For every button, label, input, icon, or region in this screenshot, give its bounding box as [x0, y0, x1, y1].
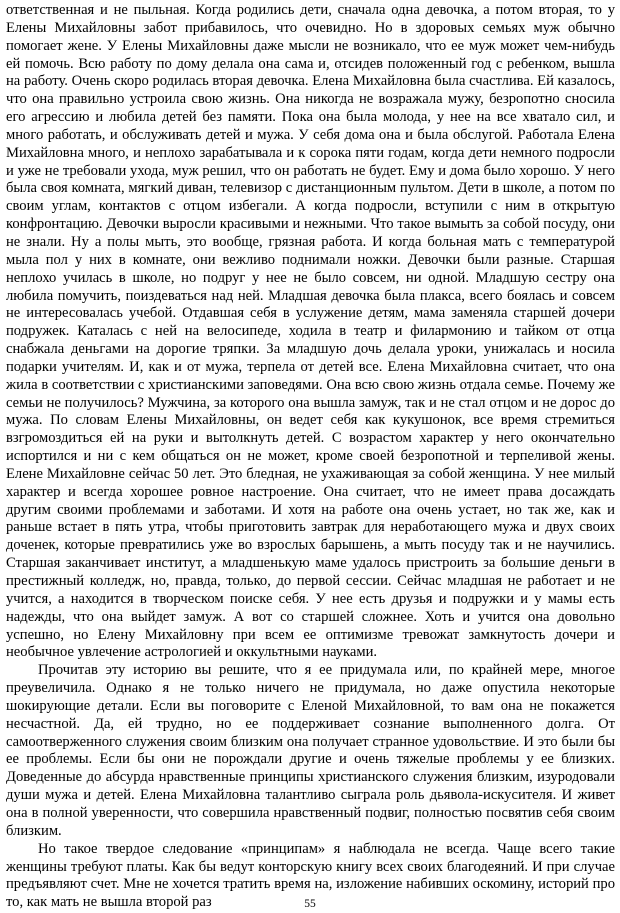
- page-number: 55: [304, 898, 316, 910]
- body-text: [6, 2, 615, 912]
- paragraph-2: Прочитав эту историю вы решите, что я ее придумала или, по крайней мере, многое преувеличила. Однако я не только ничего не придумала, но даже опустила некоторые шокирующие детали. Если вы поговорите с Еленой Михайловной, то вам она не покажется несчастной. Да, ей трудно, но ее поддерживает сознание выполненного долга. От самоотверженного служения своим близким она получает странное удовольствие. И это были бы ее проблемы. Если бы они не порождали другие и очень тяжелые проблемы у ее близких. Доведенные до абсурда нравственные принципы христианского служения близким, изуродовали души мужа и детей. Елена Михайловна талантливо сыграла роль дьявола-искусителя. И живет она в полной уверенности, что совершила нравственный подвиг, полностью посвятив себя своим близким.: [6, 662, 615, 839]
- paragraph-1: ответственная и не пыльная. Когда родились дети, сначала одна девочка, а потом вторая, то у Елены Михайловны забот прибавилось, что очевидно. Но в здоровых семьях муж обычно помогает жене. У Елены Михайловны даже мысли не возникало, что ее муж может чем-нибудь ей помочь. Всю работу по дому делала она сама и, отсидев положенный год с ребенком, вышла на работу. Очень скоро родилась вторая девочка. Елена Михайловна была счастлива. Ей казалось, что она правильно устроила свою жизнь. Она никогда не возражала мужу, безропотно сносила его агрессию и любила детей без памяти. Пока она была молода, у нее на все хватало сил, и много работать, и обслуживать детей и мужа. У себя дома она и была обслугой. Работала Елена Михайловна много, и неплохо зарабатывала и к сорока пяти годам, когда дети немного подросли и уже не требовали ухода, муж решил, что он работать не будет. Ему и дома было хорошо. У него была своя комната, мягкий диван, телевизор с дистанционным пультом. Дети в школе, а потом по своим углам, контактов с отцом избегали. А когда подросли, вступили с ним в открытую конфронтацию. Девочки выросли красивыми и нежными. Что такое вымыть за собой посуду, они не знали. Ну а полы мыть, это вообще, грязная работа. И когда больная мать с температурой мыла пол у них в комнате, они вежливо поднимали ножки. Девочки были разные. Старшая неплохо училась в школе, но подруг у нее не было совсем, ни одной. Младшую сестру она любила помучить, поиздеваться над ней. Младшая девочка была плакса, всего боялась и совсем не интересовалась учебой. Отдавшая себя в услужение детям, мама заменяла старшей дочери подружек. Каталась с ней на велосипеде, ходила в театр и филармонию и тайком от отца снабжала деньгами на дорогие тряпки. За младшую дочь делала уроки, унижалась и носила подарки учителям. И, как и от мужа, терпела от детей все. Елена Михайловна считает, что она жила в соответствии с христианскими заповедями. Она всю свою жизнь отдала семье. Почему же семьи не получилось? Мужчина, за которого она вышла замуж, так и не стал отцом и не дорос до мужа. По словам Елены Михайловны, он ведет себя как кукушонок, все время стремиться взгромоздиться ей на руки и вытолкнуть детей. С возрастом характер у него окончательно испортился и ни с кем общаться он не может, кроме своей безропотной и терпеливой жены. Елене Михайловне сейчас 50 лет. Это бледная, не ухаживающая за собой женщина. У нее милый характер и всегда хорошее ровное настроение. Она считает, что не имеет права досаждать другим своими проблемами и заботами. И хотя на работе она очень устает, но так же, как и раньше встает в пять утра, чтобы приготовить завтрак для неработающего мужа и двух своих доченек, которые превратились уже во взрослых барышень, а мыть посуду так и не научились. Старшая заканчивает институт, а младшенькую маме удалось пристроить за большие деньги в престижный колледж, но, правда, только, до первой сессии. Сейчас младшая не работает и не учится, а находится в творческом поиске себя. У нее есть друзья и подружки и у мамы есть надежды, что она выйдет замуж. А вот со старшей сложнее. Хоть и учится она довольно успешно, но Елену Михайловну при всем ее оптимизме тревожат замкнутость дочери и необычное увлечение астрологией и оккультными науками.: [6, 2, 615, 661]
- paragraph-3: Но такое твердое следование «принципам» я наблюдала не всегда. Чаще всего такие женщины требуют платы. Как бы ведут конторскую книгу всех своих благодеяний. И при случае предъявляют счет. Мне не хочется тратить время на, изложение набивших оскомину, историй про то, как мать не вышла второй раз: [6, 840, 615, 911]
